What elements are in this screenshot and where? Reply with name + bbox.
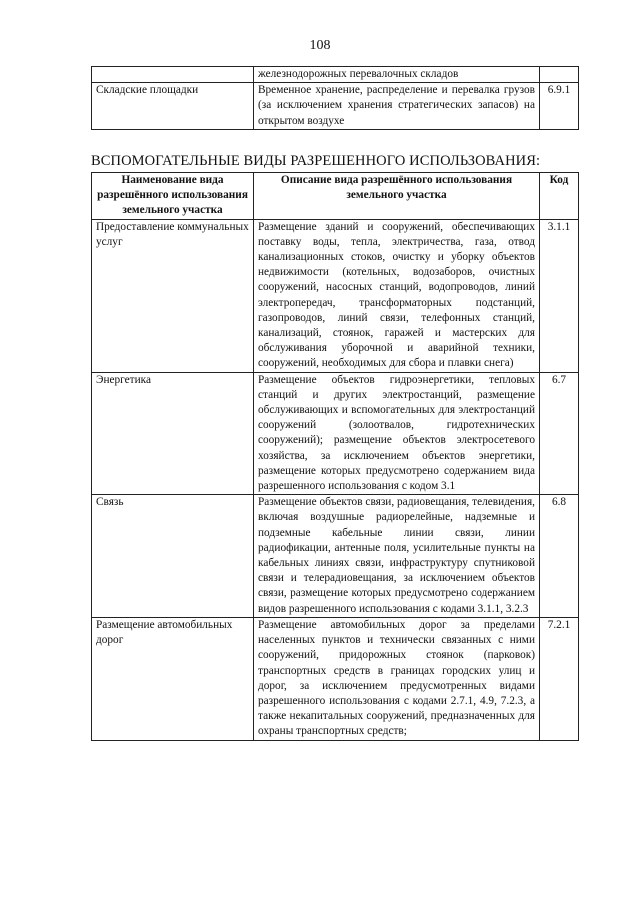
table-row [92,219,579,372]
header-name: Наименование вида разрешённого использования земельного участка [92,173,254,220]
cell-name: Энергетика [92,372,254,495]
table-row [92,617,579,740]
continuation-table [91,66,579,130]
section-title: ВСПОМОГАТЕЛЬНЫЕ ВИДЫ РАЗРЕШЕННОГО ИСПОЛЬЗОВАНИЯ: [91,153,541,169]
cell-name [92,67,254,83]
cell-code: 6.8 [540,495,579,618]
cell-code [540,67,579,83]
cell-name: Предоставление коммунальных услуг [92,219,254,372]
cell-description: Размещение зданий и сооружений, обеспечивающих поставку воды, тепла, электричества, газа, отвод канализационных стоков, очистку и уборку объектов недвижимости (котельных, водозаборов, очистных сооружений, насосных станций, водопроводов, линий электропередач, трансформаторных подстанций, газопроводов, линий связи, телефонных станций, канализаций, стоянок, гаражей и мастерских для обслуживания уборочной и аварийной техники, сооружений, необходимых для сбора и плавки снега) [254,219,540,372]
cell-code: 6.7 [540,372,579,495]
table-header-row [92,173,579,220]
header-description: Описание вида разрешённого использования земельного участка [254,173,540,220]
cell-code: 3.1.1 [540,219,579,372]
cell-code: 6.9.1 [540,83,579,130]
cell-name: Связь [92,495,254,618]
cell-description: железнодорожных перевалочных складов [254,67,540,83]
cell-description: Размещение автомобильных дорог за пределами населенных пунктов и технически связанных с ними сооружений, придорожных стоянок (парковок) транспортных средств в границах городских улиц и дорог, за исключением предусмотренных видами разрешенного использования с кодами 2.7.1, 4.9, 7.2.3, а также некапитальных сооружений, предназначенных для охраны транспортных средств; [254,617,540,740]
cell-code: 7.2.1 [540,617,579,740]
cell-description: Размещение объектов связи, радиовещания, телевидения, включая воздушные радиорелейные, надземные и подземные кабельные линии связи, линии радиофикации, антенные поля, усилительные пункты на кабельных линиях связи, инфраструктуру спутниковой связи и телерадиовещания, за исключением объектов связи, размещение которых предусмотрено содержанием видов разрешенного использования с кодами 3.1.1, 3.2.3 [254,495,540,618]
page-number: 108 [309,38,331,53]
cell-name: Складские площадки [92,83,254,130]
table-row [92,495,579,618]
table-row [92,372,579,495]
cell-description: Временное хранение, распределение и перевалка грузов (за исключением хранения стратегических запасов) на открытом воздухе [254,83,540,130]
cell-name: Размещение автомобильных дорог [92,617,254,740]
table-row [92,67,579,83]
auxiliary-uses-table [91,172,579,741]
cell-description: Размещение объектов гидроэнергетики, тепловых станций и других электростанций, размещение обслуживающих и вспомогательных для электростанций сооружений (золоотвалов, гидротехнических сооружений); размещение объектов электросетевого хозяйства, за исключением объектов энергетики, размещение которых предусмотрено содержанием вида разрешенного использования с кодом 3.1 [254,372,540,495]
table-row [92,83,579,130]
header-code: Код [540,173,579,220]
